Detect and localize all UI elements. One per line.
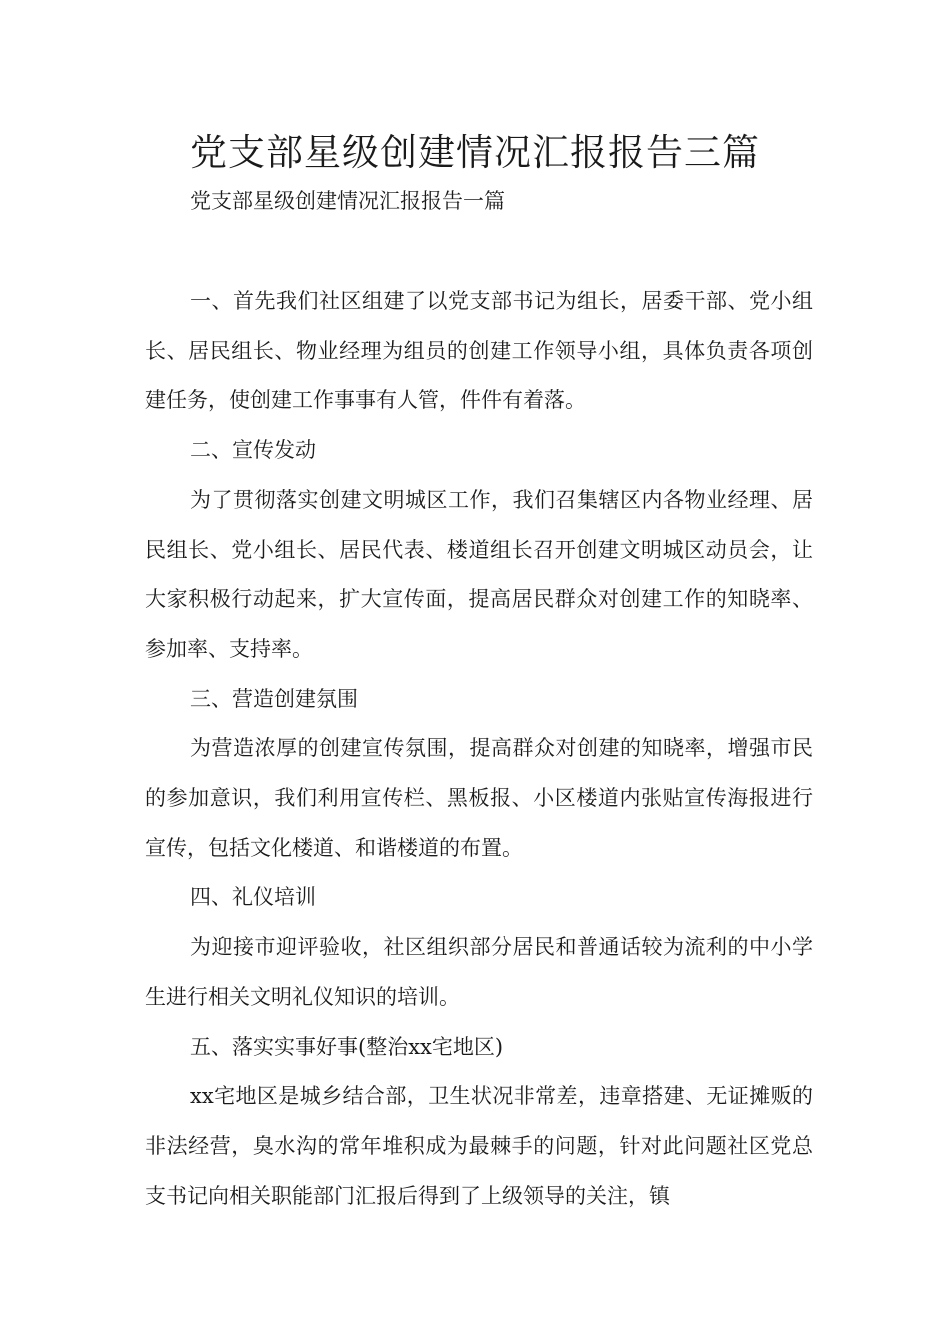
paragraph-etiquette: 为迎接市迎评验收，社区组织部分居民和普通话较为流利的中小学生进行相关文明礼仪知识的培训。: [145, 935, 813, 1009]
document-subtitle: 党支部星级创建情况汇报报告一篇: [190, 189, 505, 213]
paragraph-atmosphere: 为营造浓厚的创建宣传氛围，提高群众对创建的知晓率，增强市民的参加意识，我们利用宣传栏、黑板报、小区楼道内张贴宣传海报进行宣传，包括文化楼道、和谐楼道的布置。: [145, 736, 813, 860]
document-body: [145, 277, 813, 1221]
section-heading-atmosphere: 三、营造创建氛围: [190, 686, 358, 711]
paragraph-leadership-group: 一、首先我们社区组建了以党支部书记为组长，居委干部、党小组长、居民组长、物业经理为组员的创建工作领导小组，具体负责各项创建任务，使创建工作事事有人管，件件有着落。: [145, 289, 813, 413]
section-heading-good-deeds: 五、落实实事好事(整治xx宅地区): [190, 1034, 504, 1059]
paragraph-publicity: 为了贯彻落实创建文明城区工作，我们召集辖区内各物业经理、居民组长、党小组长、居民代表、楼道组长召开创建文明城区动员会，让大家积极行动起来，扩大宣传面，提高居民群众对创建工作的知晓率、参加率、支持率。: [145, 487, 813, 661]
document-title: 党支部星级创建情况汇报报告三篇: [190, 131, 760, 174]
paragraph-good-deeds: xx宅地区是城乡结合部，卫生状况非常差，违章搭建、无证摊贩的非法经营，臭水沟的常年堆积成为最棘手的问题，针对此问题社区党总支书记向相关职能部门汇报后得到了上级领导的关注，镇: [145, 1084, 813, 1208]
section-heading-publicity: 二、宣传发动: [190, 438, 316, 463]
section-heading-etiquette: 四、礼仪培训: [190, 885, 316, 910]
